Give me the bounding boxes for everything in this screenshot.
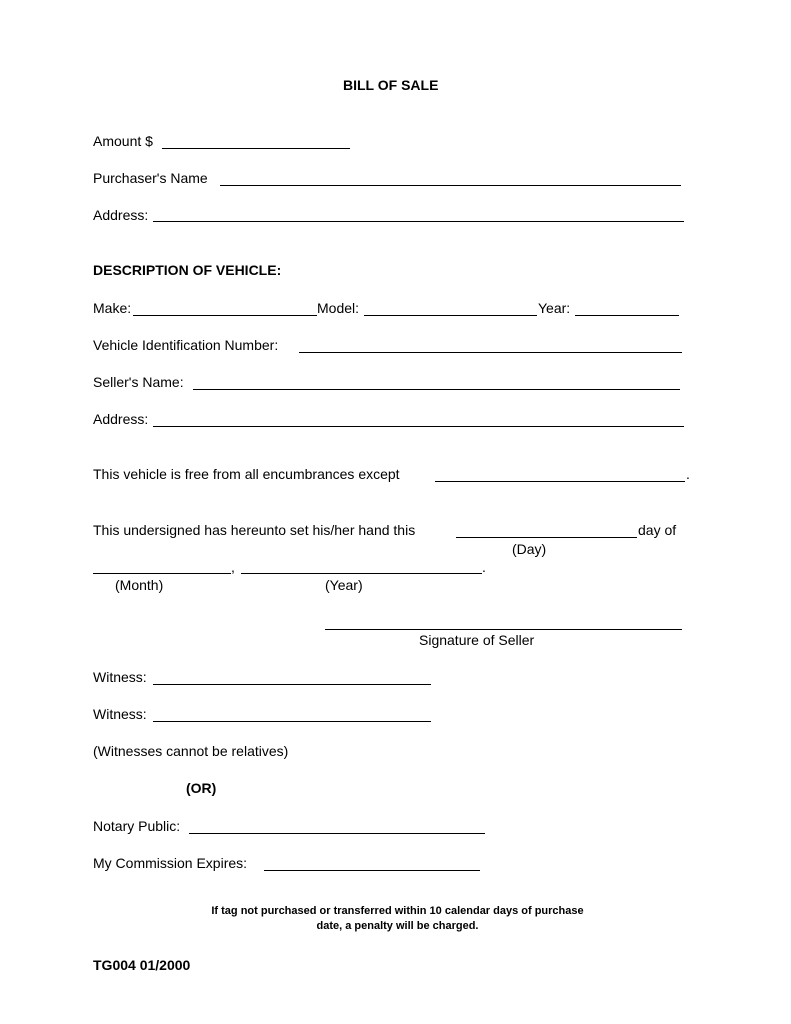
year-field[interactable] [575,315,679,316]
vehicle-section-heading: DESCRIPTION OF VEHICLE: [93,262,282,278]
day-of-text: day of [638,522,677,538]
make-field[interactable] [133,315,317,316]
year-label: Year: [538,300,571,316]
encumbrances-text: This vehicle is free from all encumbrances except [93,466,400,482]
notary-label: Notary Public: [93,818,181,834]
form-number: TG004 01/2000 [93,957,191,973]
purchaser-name-label: Purchaser's Name [93,170,208,186]
vin-label: Vehicle Identification Number: [93,337,279,353]
commission-label: My Commission Expires: [93,855,248,871]
witness2-label: Witness: [93,706,147,722]
month-caption: (Month) [115,577,164,593]
seller-name-label: Seller's Name: [93,374,184,390]
seller-address-field[interactable] [153,426,684,427]
model-label: Model: [317,300,360,316]
model-field[interactable] [364,315,537,316]
seller-address-label: Address: [93,411,149,427]
amount-label: Amount $ [93,133,153,149]
seller-signature-field[interactable] [325,629,682,630]
signature-caption: Signature of Seller [419,632,535,648]
date-period: . [482,559,486,575]
day-field[interactable] [456,537,637,538]
month-field[interactable] [93,573,231,574]
undersigned-text: This undersigned has hereunto set his/her hand this [93,522,416,538]
notary-field[interactable] [189,833,485,834]
day-caption: (Day) [512,541,547,557]
vin-field[interactable] [299,352,682,353]
purchaser-address-label: Address: [93,207,149,223]
penalty-footnote-line2: date, a penalty will be charged. [316,920,479,932]
purchaser-address-field[interactable] [153,221,684,222]
encumbrances-field[interactable] [435,481,685,482]
penalty-footnote-line1: If tag not purchased or transferred within 10 calendar days of purchase [211,905,584,917]
purchaser-name-field[interactable] [220,185,681,186]
witness-note: (Witnesses cannot be relatives) [93,743,289,759]
witness2-field[interactable] [153,721,431,722]
year-date-field[interactable] [241,573,482,574]
document-title: BILL OF SALE [343,77,439,93]
or-text: (OR) [186,780,217,796]
witness1-label: Witness: [93,669,147,685]
year-caption: (Year) [325,577,363,593]
encumbrances-period: . [686,466,690,482]
date-comma: , [231,559,235,575]
amount-field[interactable] [162,148,350,149]
seller-name-field[interactable] [193,389,680,390]
witness1-field[interactable] [153,684,431,685]
make-label: Make: [93,300,132,316]
commission-field[interactable] [264,870,480,871]
